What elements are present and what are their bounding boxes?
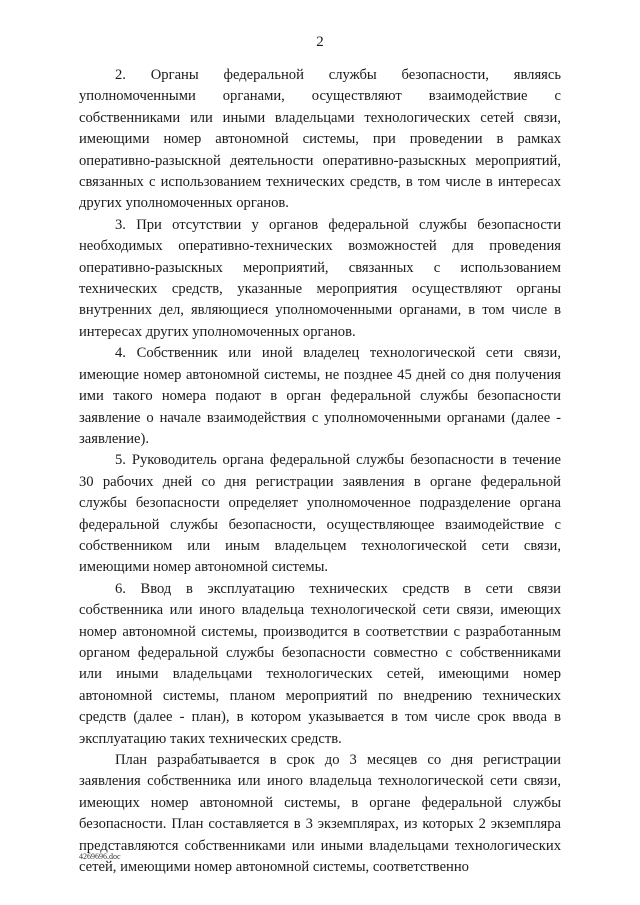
paragraph-6: 6. Ввод в эксплуатацию технических средств в сети связи собственника или иного владельца технологической сети связи, имеющих номер автономной системы, производится в соответствии с разработанным органом федеральной службы безопасности совместно с собственниками или иными владельцами технологических сетей, имеющими номер автономной системы, планом мероприятий по внедрению технических средств (далее - план), в котором указывается в том числе срок ввода в эксплуатацию таких технических средств. — [79, 580, 561, 747]
document-body — [79, 65, 561, 878]
paragraph-3: 3. При отсутствии у органов федеральной службы безопасности необходимых оперативно-технических возможностей для проведения оперативно-разыскных мероприятий, связанных с использованием технических средств, указанные мероприятия осуществляют органы внутренних дел, являющиеся уполномоченными органами, в том числе в интересах других уполномоченных органов. — [79, 216, 561, 340]
document-filename: 4269696.doc — [79, 852, 121, 861]
page-number: 2 — [316, 34, 324, 50]
paragraph-plan: План разрабатывается в срок до 3 месяцев со дня регистрации заявления собственника или иного владельца технологической сети связи, имеющих номер автономной системы, в органе федеральной службы безопасности. План составляется в 3 экземплярах, из которых 2 экземпляра представляются собственниками или иными владельцами технологических сетей, имеющими номер автономной системы, соответственно — [79, 752, 561, 876]
paragraph-4: 4. Собственник или иной владелец технологической сети связи, имеющие номер автономной системы, не позднее 45 дней со дня получения ими такого номера подают в орган федеральной службы безопасности заявление о начале взаимодействия с уполномоченными органами (далее - заявление). — [79, 345, 561, 447]
paragraph-5: 5. Руководитель органа федеральной службы безопасности в течение 30 рабочих дней со дня регистрации заявления в органе федеральной службы безопасности определяет уполномоченное подразделение органа федеральной службы безопасности, осуществляющее взаимодействие с собственником или иным владельцем технологической сети связи, имеющими номер автономной системы. — [79, 452, 561, 576]
paragraph-2: 2. Органы федеральной службы безопасности, являясь уполномоченными органами, осуществляют взаимодействие с собственниками или иными владельцами технологических сетей связи, имеющими номер автономной системы, при проведении в рамках оперативно-разыскной деятельности оперативно-разыскных мероприятий, связанных с использованием технических средств, в том числе в интересах других уполномоченных органов. — [79, 67, 561, 212]
